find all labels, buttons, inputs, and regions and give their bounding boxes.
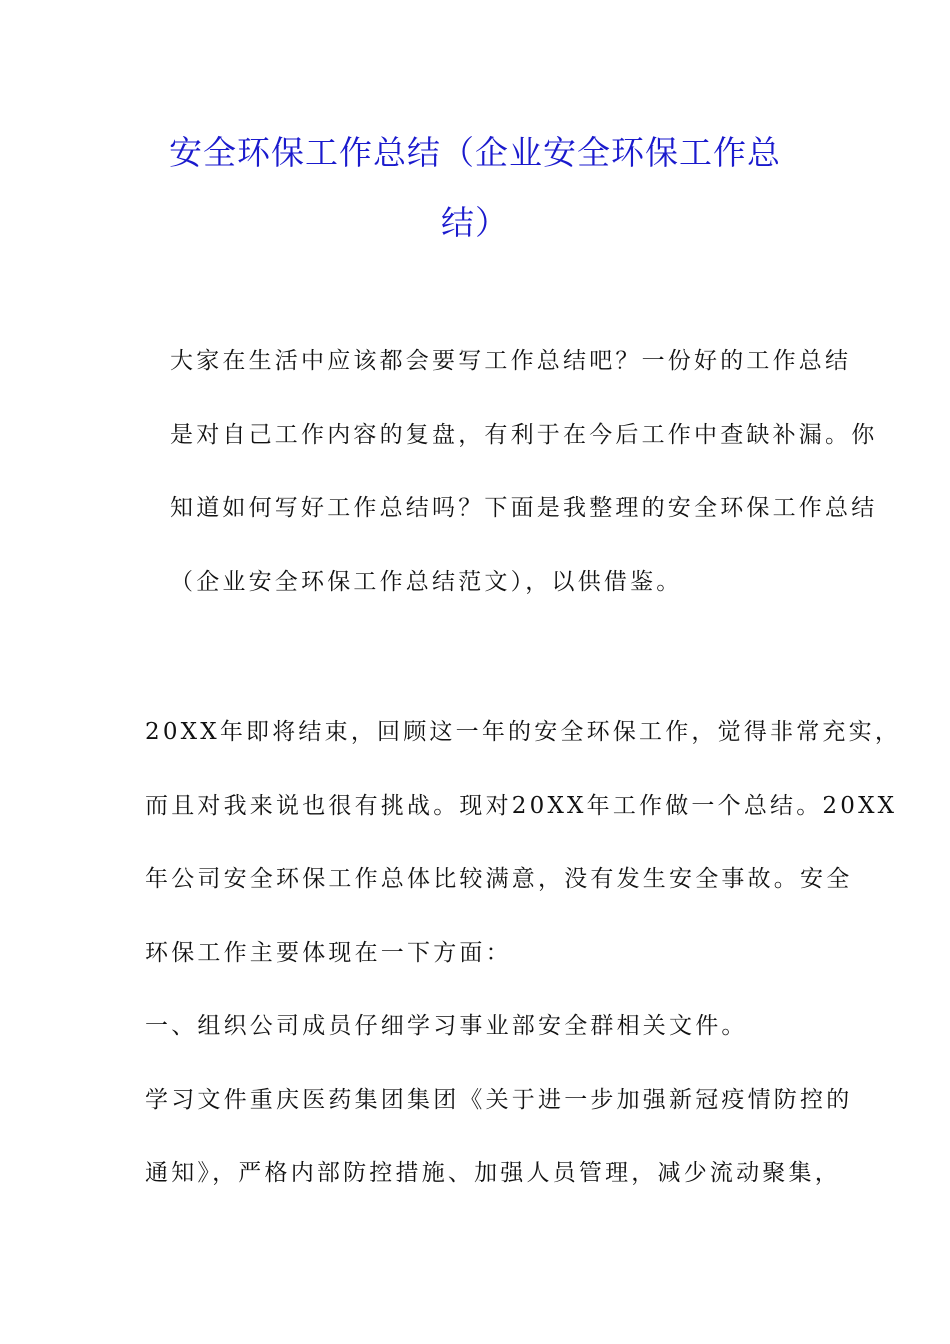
main-line: 通知》，严格内部防控措施、加强人员管理，减少流动聚集， xyxy=(145,1160,841,1186)
main-line: 年公司安全环保工作总体比较满意，没有发生安全事故。安全 xyxy=(145,866,853,892)
intro-line: （企业安全环保工作总结范文），以供借鉴。 xyxy=(170,568,683,595)
main-line: 20XX年即将结束，回顾这一年的安全环保工作，觉得非常充实， xyxy=(145,719,902,745)
intro-line: 知道如何写好工作总结吗？下面是我整理的安全环保工作总结 xyxy=(170,495,878,521)
main-paragraph xyxy=(145,696,902,1211)
intro-line: 是对自己工作内容的复盘，有利于在今后工作中查缺补漏。你 xyxy=(170,421,878,448)
document-title xyxy=(120,118,830,258)
section-heading-1: 一、组织公司成员仔细学习事业部安全群相关文件。 xyxy=(145,1013,748,1039)
main-line: 而且对我来说也很有挑战。现对20XX年工作做一个总结。20XX xyxy=(145,792,898,819)
intro-line: 大家在生活中应该都会要写工作总结吧？一份好的工作总结 xyxy=(170,348,852,374)
title-line-1: 安全环保工作总结（企业安全环保工作总 xyxy=(169,133,781,172)
title-line-2: 结） xyxy=(441,203,509,242)
main-line: 学习文件重庆医药集团集团《关于进一步加强新冠疫情防控的 xyxy=(145,1086,853,1113)
main-line: 环保工作主要体现在一下方面： xyxy=(145,939,512,966)
intro-paragraph xyxy=(145,325,878,619)
